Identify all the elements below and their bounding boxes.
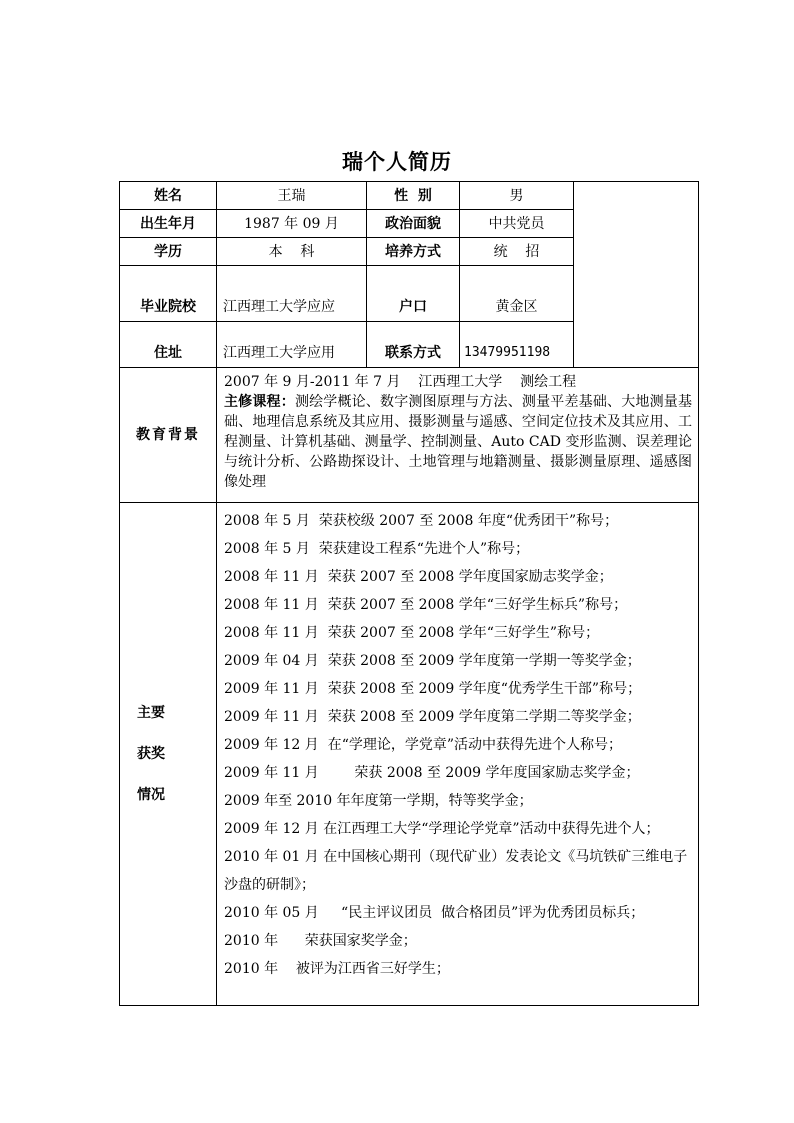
contact-value: 13479951198 (460, 322, 574, 368)
awards-label-line-1: 主要 (137, 704, 165, 721)
award-item: 2008 年 5 月 荣获校级 2007 至 2008 年度“优秀团干”称号； (224, 513, 619, 529)
resume-table (119, 181, 699, 1006)
award-item: 2009 年 11 月 荣获 2008 至 2009 学年度“优秀学生干部”称号； (224, 681, 642, 697)
award-item: 2008 年 11 月 荣获 2007 至 2008 学年“三好学生标兵”称号； (224, 597, 628, 613)
address-value: 江西理工大学应用 (217, 322, 367, 368)
politics-value: 中共党员 (460, 210, 574, 238)
school-value: 江西理工大学应应 (217, 266, 367, 322)
award-item: 2009 年 11 月 荣获 2008 至 2009 学年度国家励志奖学金； (224, 765, 640, 781)
awards-label-line-3: 情况 (137, 786, 165, 803)
award-item: 2009 年 04 月 荣获 2008 至 2009 学年度第一学期一等奖学金； (224, 653, 641, 669)
awards-label (120, 503, 217, 1006)
photo-cell (574, 182, 699, 368)
award-item: 2008 年 11 月 荣获 2007 至 2008 学年“三好学生”称号； (224, 625, 600, 641)
page-title: 瑞个人简历 (342, 149, 452, 174)
hukou-value: 黄金区 (460, 266, 574, 322)
education-background-content (217, 368, 699, 503)
address-label: 住址 (120, 322, 217, 368)
contact-label: 联系方式 (367, 322, 460, 368)
awards-list (217, 503, 699, 1006)
courses-label: 主修课程： (224, 394, 295, 410)
training-value: 统 招 (460, 238, 574, 266)
training-label: 培养方式 (367, 238, 460, 266)
award-item: 2010 年 荣获国家奖学金； (224, 933, 417, 949)
award-item: 2010 年 被评为江西省三好学生； (224, 961, 450, 977)
education-label: 学历 (120, 238, 217, 266)
gender-label: 性 别 (367, 182, 460, 210)
education-background-label: 教育背景 (120, 368, 217, 503)
name-value: 王瑞 (217, 182, 367, 210)
school-label: 毕业院校 (120, 266, 217, 322)
award-item: 2010 年 05 月 “民主评议团员 做合格团员”评为优秀团员标兵； (224, 905, 645, 921)
politics-label: 政治面貌 (367, 210, 460, 238)
courses-text: 测绘学概论、数字测图原理与方法、测量平差基础、大地测量基础、地理信息系统及其应用、摄影测量与遥感、空间定位技术及其应用、工程测量、计算机基础、测量学、控制测量、Auto CAD 变形监测、误差理论与统计分析、公路勘探设计、土地管理与地籍测量、摄影测量原理、遥感图像处理 (224, 394, 692, 490)
award-item: 2008 年 5 月 荣获建设工程系“先进个人”称号； (224, 541, 530, 557)
education-value: 本 科 (217, 238, 367, 266)
award-item: 2008 年 11 月 荣获 2007 至 2008 学年度国家励志奖学金； (224, 569, 613, 585)
education-period: 2007 年 9 月-2011 年 7 月 江西理工大学 测绘工程 (224, 374, 577, 390)
award-item: 2009 年至 2010 年年度第一学期，特等奖学金； (224, 793, 533, 809)
birth-value: 1987 年 09 月 (217, 210, 367, 238)
awards-label-line-2: 获奖 (137, 745, 165, 762)
award-item: 2010 年 01 月 在中国核心期刊（现代矿业）发表论文《马坑铁矿三维电子沙盘的研制》； (224, 849, 688, 893)
award-item: 2009 年 12 月 在“学理论，学党章”活动中获得先进个人称号； (224, 737, 623, 753)
birth-label: 出生年月 (120, 210, 217, 238)
hukou-label: 户口 (367, 266, 460, 322)
gender-value: 男 (460, 182, 574, 210)
award-item: 2009 年 11 月 荣获 2008 至 2009 学年度第二学期二等奖学金； (224, 709, 641, 725)
award-item: 2009 年 12 月 在江西理工大学“学理论学党章”活动中获得先进个人； (224, 821, 660, 837)
name-label: 姓名 (120, 182, 217, 210)
